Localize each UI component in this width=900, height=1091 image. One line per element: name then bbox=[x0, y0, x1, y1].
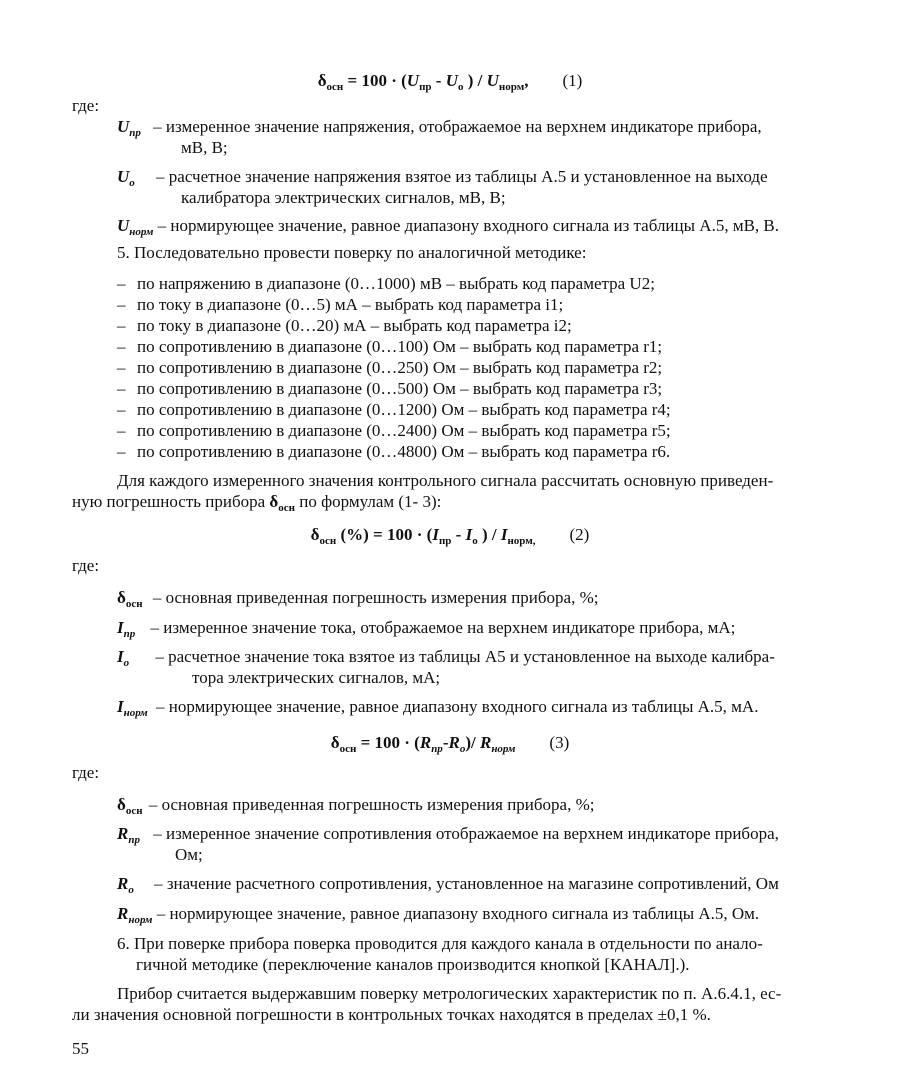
symbol-i-norm: $I_{норм}$ bbox=[117, 697, 148, 719]
def-u-pr-cont: мВ, В; bbox=[181, 138, 228, 157]
symbol-r-pr: $R_{пр}$ bbox=[117, 824, 140, 846]
list-item: – по сопротивлению в диапазоне (0…500) Ом – выбрать код параметра r3; bbox=[117, 379, 663, 398]
formula-2 bbox=[0, 524, 900, 545]
symbol-i-pr: $I_{пр}$ bbox=[117, 618, 136, 640]
def-i-pr bbox=[117, 617, 839, 638]
def-delta-2 bbox=[117, 794, 839, 815]
list-item: – по току в диапазоне (0…5) мА – выбрать код параметра i1; bbox=[117, 295, 564, 314]
def-i-o-text: – расчетное значение тока взятое из таблицы А5 и установленное на выходе калибра- bbox=[155, 647, 775, 666]
symbol-delta-1: $\delta_{осн}$ bbox=[117, 588, 143, 610]
where-label-3: где: bbox=[72, 763, 100, 782]
def-u-pr bbox=[117, 116, 839, 137]
where-label-2: где: bbox=[72, 556, 100, 575]
def-delta-1 bbox=[117, 587, 839, 608]
def-r-pr bbox=[117, 823, 839, 844]
formula-2-expression: $\delta_{осн}$ (%) = $100 \cdot (I_{пр} - I_о$ ) / $I_{норм,}$ bbox=[310, 525, 536, 547]
symbol-i-o: $I_о$ bbox=[117, 647, 130, 669]
def-i-o-cont: тора электрических сигналов, мА; bbox=[192, 668, 441, 687]
list-item: – по сопротивлению в диапазоне (0…2400) Ом – выбрать код параметра r5; bbox=[117, 421, 671, 440]
def-i-pr-text: – измеренное значение тока, отображаемое на верхнем индикаторе прибора, мА; bbox=[150, 618, 736, 637]
list-item: – по току в диапазоне (0…20) мА – выбрать код параметра i2; bbox=[117, 316, 572, 335]
formula-2-number: (2) bbox=[569, 525, 590, 544]
def-r-norm-text: – нормирующее значение, равное диапазону входного сигнала из таблицы А.5, Ом. bbox=[156, 904, 760, 923]
def-delta-2-text: – основная приведенная погрешность измерения прибора, %; bbox=[148, 795, 595, 814]
calc-paragraph-line2: ную погрешность прибора $\delta_{осн}$ по формулам (1- 3): bbox=[72, 492, 442, 514]
list-item: – по напряжению в диапазоне (0…1000) мВ – выбрать код параметра U2; bbox=[117, 274, 655, 293]
def-r-o bbox=[117, 873, 839, 894]
symbol-r-norm: $R_{норм}$ bbox=[117, 904, 153, 926]
formula-1-expression: $\delta_{осн} = 100 \cdot (U_{пр} - U_о$ ) / $U_{норм}$, bbox=[317, 71, 529, 93]
def-u-pr-text: – измеренное значение напряжения, отображаемое на верхнем индикаторе прибора, bbox=[153, 117, 762, 136]
def-r-o-text: – значение расчетного сопротивления, установленное на магазине сопротивлений, Ом bbox=[154, 874, 779, 893]
parameter-list bbox=[117, 273, 671, 462]
def-r-pr-text: – измеренное значение сопротивления отображаемое на верхнем индикаторе прибора, bbox=[153, 824, 779, 843]
symbol-u-o: $U_о$ bbox=[117, 167, 135, 189]
calc-paragraph-line1: Для каждого измеренного значения контрольного сигнала рассчитать основную приведен- bbox=[117, 471, 774, 490]
item-6-line2: гичной методике (переключение каналов производится кнопкой [КАНАЛ].). bbox=[136, 955, 690, 974]
def-delta-1-text: – основная приведенная погрешность измерения прибора, %; bbox=[152, 588, 599, 607]
item-6-line1: 6. При поверке прибора поверка проводится для каждого канала в отдельности по анало- bbox=[117, 934, 763, 953]
symbol-u-norm: $U_{норм}$ bbox=[117, 216, 154, 238]
list-item: – по сопротивлению в диапазоне (0…250) Ом – выбрать код параметра r2; bbox=[117, 358, 663, 377]
symbol-u-pr: $U_{пр}$ bbox=[117, 117, 141, 139]
def-u-o-text: – расчетное значение напряжения взятое из таблицы А.5 и установленное на выходе bbox=[156, 167, 768, 186]
formula-3-expression: $\delta_{осн} = 100 \cdot (R_{пр}-R_о)/$ $R_{норм}$ bbox=[330, 733, 516, 755]
item-5: 5. Последовательно провести поверку по аналогичной методике: bbox=[117, 243, 587, 262]
def-i-norm-text: – нормирующее значение, равное диапазону входного сигнала из таблицы А.5, мА. bbox=[155, 697, 759, 716]
list-item: – по сопротивлению в диапазоне (0…1200) Ом – выбрать код параметра r4; bbox=[117, 400, 671, 419]
page-number: 55 bbox=[72, 1039, 89, 1058]
def-u-o-cont: калибратора электрических сигналов, мВ, В; bbox=[181, 188, 506, 207]
formula-3-number: (3) bbox=[549, 733, 570, 752]
list-item: – по сопротивлению в диапазоне (0…4800) Ом – выбрать код параметра r6. bbox=[117, 442, 671, 461]
def-i-norm bbox=[117, 696, 839, 717]
formula-1 bbox=[0, 70, 900, 91]
list-item: – по сопротивлению в диапазоне (0…100) Ом – выбрать код параметра r1; bbox=[117, 337, 663, 356]
formula-3 bbox=[0, 732, 900, 753]
where-label-1: где: bbox=[72, 96, 100, 115]
symbol-delta-2: $\delta_{осн}$ bbox=[117, 795, 143, 817]
def-u-norm-text: – нормирующее значение, равное диапазону входного сигнала из таблицы А.5, мВ, В. bbox=[157, 216, 780, 235]
formula-1-number: (1) bbox=[562, 71, 583, 90]
def-u-o bbox=[117, 166, 839, 187]
def-i-o bbox=[117, 646, 839, 667]
def-r-norm bbox=[117, 903, 839, 924]
final-paragraph-line2: ли значения основной погрешности в контрольных точках находятся в пределах ±0,1 %. bbox=[72, 1005, 711, 1024]
symbol-r-o: $R_о$ bbox=[117, 874, 134, 896]
def-r-pr-cont: Ом; bbox=[175, 845, 203, 864]
final-paragraph-line1: Прибор считается выдержавшим поверку метрологических характеристик по п. А.6.4.1, ес- bbox=[117, 984, 782, 1003]
def-u-norm bbox=[117, 215, 839, 236]
